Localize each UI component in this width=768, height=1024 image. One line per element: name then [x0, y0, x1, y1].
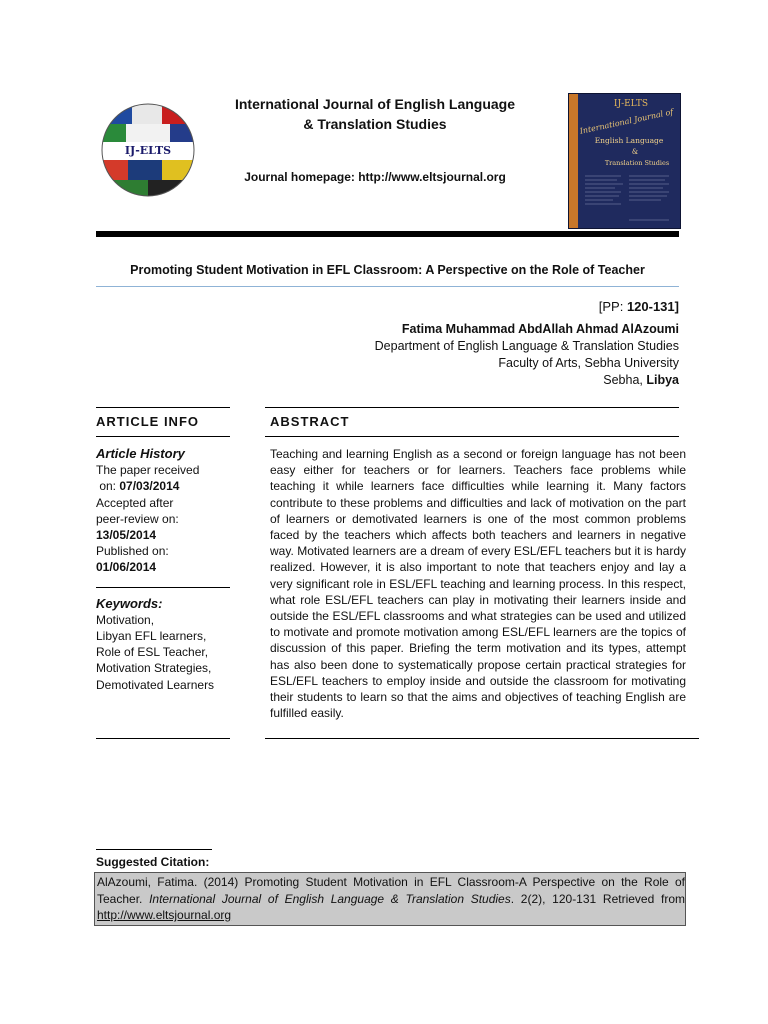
affiliation-faculty: Faculty of Arts, Sebha University [498, 356, 679, 370]
article-info [96, 446, 256, 693]
published-date [96, 559, 256, 575]
keyword-item: Motivation, [96, 612, 155, 627]
page-range [599, 299, 679, 314]
abstract-bottom-rule [265, 738, 699, 739]
affiliation-department: Department of English Language & Translation Studies [374, 339, 679, 353]
article-history-label: Article History [96, 446, 185, 461]
received-date: 07/03/2014 [119, 479, 180, 494]
page-range-suffix: ] [674, 299, 679, 314]
author-name: Fatima Muhammad AbdAllah Ahmad AlAzoumi [401, 322, 679, 336]
journal-title-line1: International Journal of English Language [234, 96, 516, 112]
keywords-label: Keywords: [96, 595, 163, 611]
keyword-item: Motivation Strategies, [96, 661, 212, 676]
citation-rule [96, 849, 212, 850]
header-divider [96, 231, 679, 237]
abstract-top-rule [265, 407, 679, 408]
citation-link[interactable]: http://www.eltsjournal.org [97, 908, 232, 922]
paper-title: Promoting Student Motivation in EFL Classroom: A Perspective on the Role of Teacher [130, 263, 645, 277]
journal-homepage[interactable]: Journal homepage: http://www.eltsjournal.org [244, 170, 506, 184]
citation-journal: International Journal of English Language & Translation Studies [149, 891, 511, 906]
abstract-heading: ABSTRACT [270, 414, 350, 429]
accepted-date-value: 13/05/2014 [96, 528, 157, 543]
published-label: Published on: [96, 544, 169, 559]
svg-text:IJ-ELTS: IJ-ELTS [613, 99, 649, 109]
svg-text:&: & [631, 148, 639, 156]
affiliation-city: Sebha, [603, 373, 647, 387]
keyword-item: Role of ESL Teacher, [96, 645, 209, 660]
info-bottom-rule [96, 738, 230, 739]
info-top-rule [96, 407, 230, 408]
article-info-heading: ARTICLE INFO [96, 414, 199, 429]
published-date-value: 01/06/2014 [96, 560, 157, 575]
info-head-rule [96, 436, 230, 437]
affiliation-country: Libya [646, 373, 679, 387]
received-line [96, 478, 256, 494]
journal-title [210, 94, 540, 134]
received-on: on: [96, 479, 120, 494]
page-range-prefix: [PP: [598, 299, 627, 314]
title-divider [96, 286, 679, 287]
keyword-item: Demotivated Learners [96, 677, 215, 692]
accepted-date [96, 527, 256, 543]
svg-text:English Language: English Language [594, 136, 664, 145]
svg-text:IJ-ELTS: IJ-ELTS [124, 144, 172, 157]
accepted-label-2: peer-review on: [96, 511, 179, 526]
journal-logo [98, 102, 198, 198]
keyword-item: Libyan EFL learners, [96, 629, 207, 644]
journal-cover-image [568, 93, 681, 229]
received-label: The paper received [96, 463, 200, 478]
svg-text:Translation Studies: Translation Studies [604, 159, 670, 167]
accepted-label-1: Accepted after [96, 495, 174, 510]
affiliation-location [375, 372, 679, 389]
citation-box [94, 872, 686, 926]
svg-text:International Journal of: International Journal of [578, 107, 675, 136]
citation-text: AlAzoumi, Fatima. (2014) Promoting Student Motivation in EFL Classroom-A Perspective on the Role of Teacher. [97, 875, 685, 906]
abstract-text: Teaching and learning English as a second or foreign language has not been easy either for teachers or for learners. Teachers face problems while teaching it while learners face difficulties while learning it. Many factors contribute to these problems and difficulties and lack of motivation on the part of learners or demotivated learners is one of the most common problems faced by the teachers which affects both teachers and learners in negative way. Motivated learners are a dream of every ESL/EFL teachers but it is hardy realized. However, it is also important to note that teachers enjoy and lay a very significant role in ESL/EFL teaching and learning process. In this respect, what role ESL/EFL teachers can play in motivating their learners inside and outside the ESL/EFL classrooms and what strategies can be used and utilized to motivate and promote motivation among ESL/EFL learners are the topics of discussion of this paper. Briefing the term motivation and its types, attempt has also been done to systematically propose certain practical strategies for ESL/EFL teachers to employ inside and outside the classroom for motivating their students to learn so that the aims and objectives of teaching English are fulfilled easily. [270, 447, 686, 721]
abstract-head-rule [265, 436, 679, 437]
journal-title-line2: & Translation Studies [303, 116, 447, 132]
page-range-value: 120-131 [626, 299, 675, 314]
citation-volume: . 2(2), 120-131 Retrieved from [510, 891, 685, 906]
author-block [375, 321, 679, 389]
citation-label: Suggested Citation: [96, 855, 210, 869]
